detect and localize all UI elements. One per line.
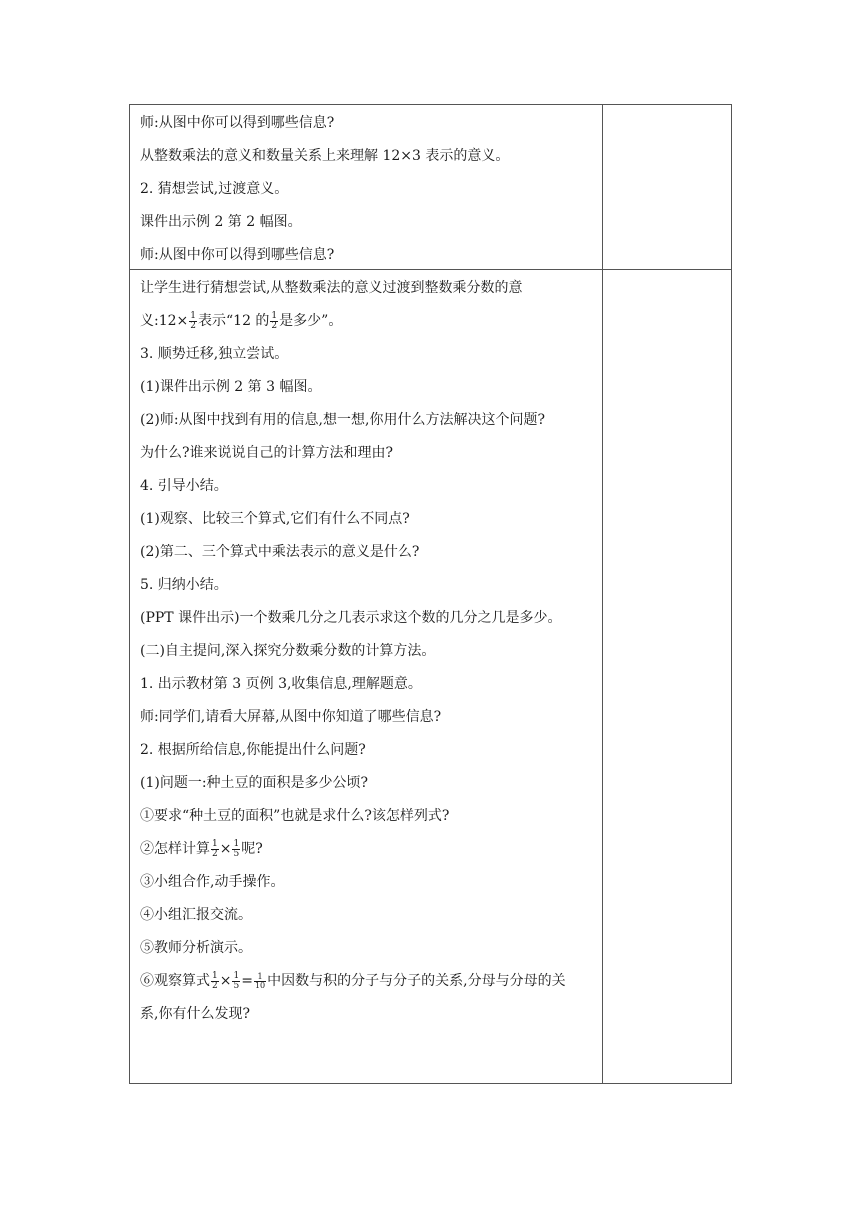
fraction — [270, 312, 278, 331]
fraction-numerator: 1 — [212, 970, 218, 981]
text-segment: 是多少”。 — [279, 313, 343, 329]
text-line: ⑤教师分析演示。 — [140, 940, 252, 956]
text-line: ③小组合作,动手操作。 — [140, 874, 285, 890]
text-line: 1. 出示教材第 3 页例 3,收集信息,理解题意。 — [140, 676, 422, 692]
text-line: (1)问题一:种土豆的面积是多少公顷? — [140, 775, 369, 791]
text-line: (1)观察、比较三个算式,它们有什么不同点? — [140, 511, 410, 527]
table-row — [130, 270, 732, 1084]
fraction-denominator: 2 — [212, 848, 218, 859]
text-line: ①要求“种土豆的面积”也就是求什么?该怎样列式? — [140, 808, 450, 824]
fraction-numerator: 1 — [190, 310, 196, 321]
text-segment: ②怎样计算 — [140, 841, 210, 857]
text-line-with-fraction — [130, 311, 602, 331]
text-line: (2)师:从图中找到有用的信息,想一想,你用什么方法解决这个问题? — [140, 412, 545, 428]
fraction — [232, 972, 240, 991]
text-line: (1)课件出示例 2 第 3 幅图。 — [140, 379, 322, 395]
text-line: 让学生进行猜想尝试,从整数乘法的意义过渡到整数乘分数的意 — [140, 280, 523, 296]
text-line: (二)自主提问,深入探究分数乘分数的计算方法。 — [140, 643, 436, 659]
fraction-numerator: 1 — [254, 973, 266, 982]
fraction-numerator: 1 — [233, 838, 240, 849]
text-line: 师:同学们,请看大屏幕,从图中你知道了哪些信息? — [140, 709, 442, 725]
text-line: (PPT 课件出示)一个数乘几分之几表示求这个数的几分之几是多少。 — [140, 610, 562, 626]
main-content-cell — [130, 270, 603, 1084]
text-line: 2. 根据所给信息,你能提出什么问题? — [140, 742, 366, 758]
operator: × — [219, 841, 232, 857]
notes-cell — [603, 270, 732, 1084]
fraction-denominator: 5 — [233, 980, 240, 991]
fraction — [232, 840, 240, 859]
text-line: 为什么?谁来说说自己的计算方法和理由? — [140, 445, 394, 461]
fraction — [254, 973, 266, 990]
text-line: 2. 猜想尝试,过渡意义。 — [140, 181, 289, 197]
text-line: 3. 顺势迁移,独立尝试。 — [140, 346, 289, 362]
fraction — [189, 312, 197, 331]
fraction-numerator: 1 — [233, 970, 240, 981]
lesson-plan-table — [129, 104, 732, 1084]
text-segment: 表示“12 的 — [198, 313, 270, 329]
text-line: 系,你有什么发现? — [140, 1006, 250, 1022]
fraction-denominator: 2 — [271, 320, 278, 331]
text-line: 5. 归纳小结。 — [140, 577, 228, 593]
text-line: (2)第二、三个算式中乘法表示的意义是什么? — [140, 544, 420, 560]
fraction — [211, 840, 219, 859]
fraction-denominator: 5 — [233, 848, 240, 859]
text-line: 从整数乘法的意义和数量关系上来理解 12×3 表示的意义。 — [140, 148, 510, 164]
text-segment: 中因数与积的分子与分子的关系,分母与分母的关 — [267, 973, 566, 989]
text-line: 4. 引导小结。 — [140, 478, 228, 494]
main-content-cell — [130, 105, 603, 270]
operator: = — [241, 973, 253, 989]
fraction-denominator: 2 — [212, 980, 218, 991]
text-line: ④小组汇报交流。 — [140, 907, 252, 923]
fraction-numerator: 1 — [271, 310, 278, 321]
operator: × — [219, 973, 232, 989]
text-line: 师:从图中你可以得到哪些信息? — [140, 115, 335, 131]
notes-cell — [603, 105, 732, 270]
text-line: 课件出示例 2 第 2 幅图。 — [140, 214, 302, 230]
table-row — [130, 105, 732, 270]
fraction — [211, 972, 219, 991]
text-line-with-fraction — [130, 971, 602, 991]
text-segment: 义:12× — [140, 313, 189, 329]
text-segment: ⑥观察算式 — [140, 973, 210, 989]
fraction-denominator: 10 — [254, 980, 266, 990]
text-line: 师:从图中你可以得到哪些信息? — [140, 247, 335, 263]
fraction-denominator: 2 — [190, 320, 196, 331]
text-segment: 呢? — [241, 841, 263, 857]
fraction-numerator: 1 — [212, 838, 218, 849]
text-line-with-fraction — [130, 839, 602, 859]
